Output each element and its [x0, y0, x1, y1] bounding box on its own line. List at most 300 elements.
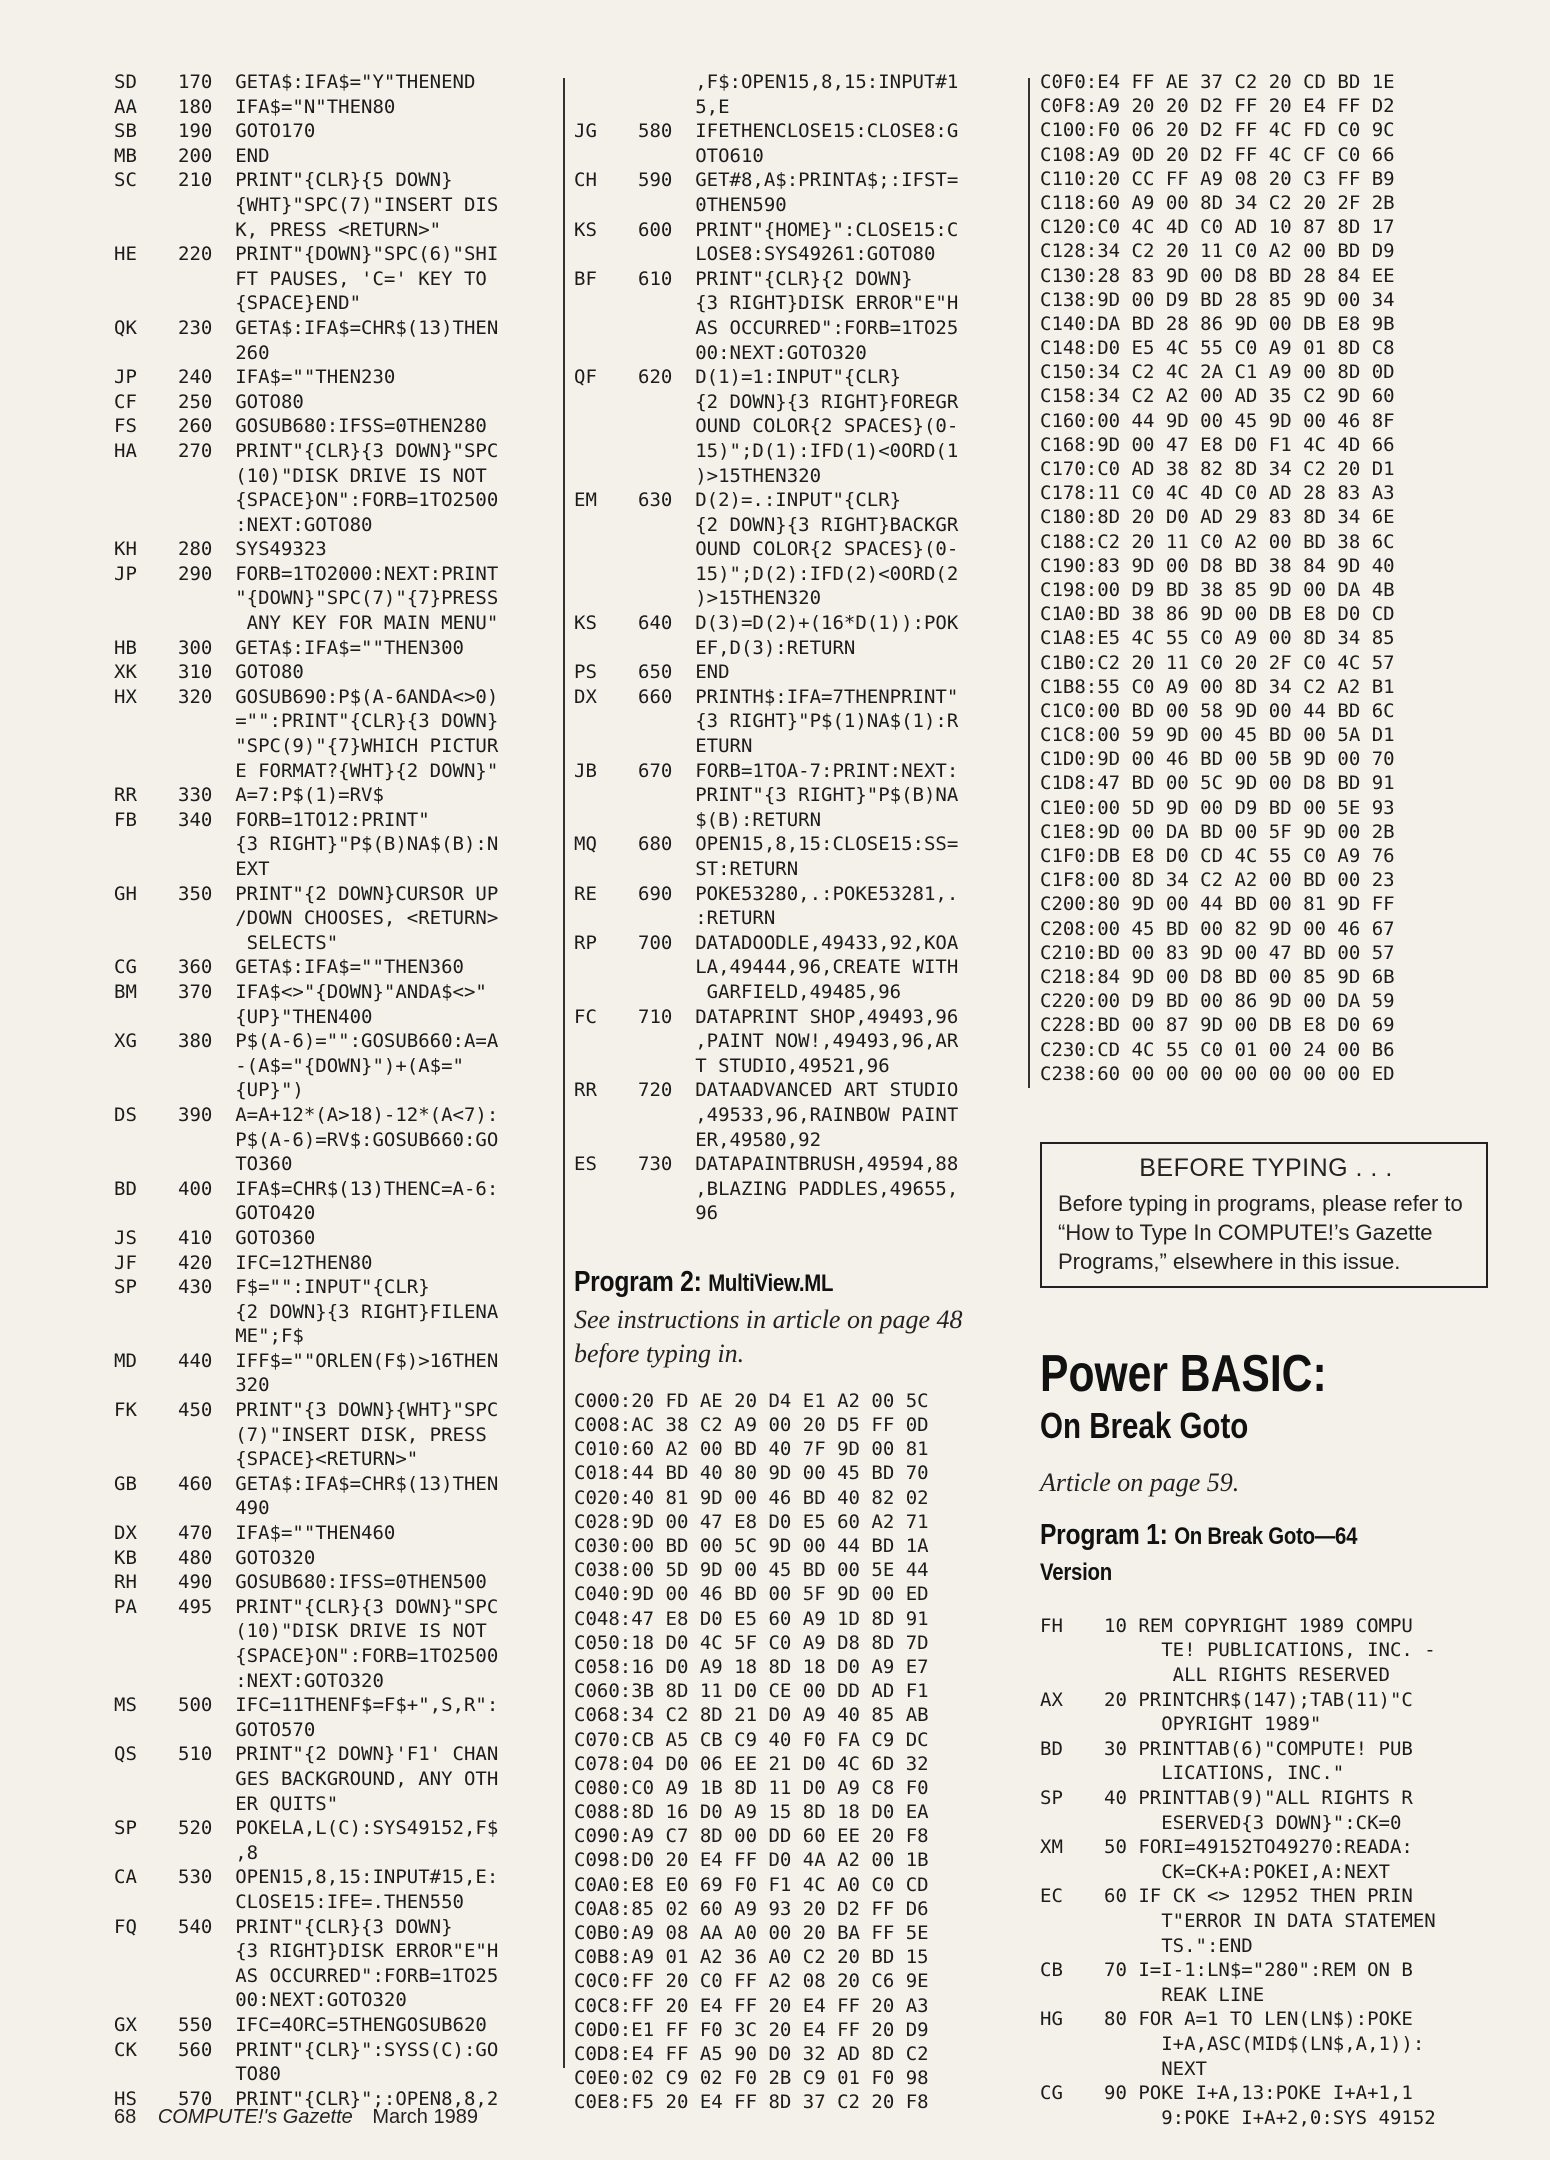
page-number: 68 — [114, 2106, 137, 2128]
code-line — [574, 882, 1014, 907]
code-text: 630 D(2)=.:INPUT"{CLR} — [638, 489, 902, 512]
code-text: {UP}"THEN400 — [178, 1005, 373, 1028]
code-line — [114, 193, 554, 218]
code-line — [1040, 1614, 1480, 1639]
code-text: {2 DOWN}{3 RIGHT}FOREGR — [638, 390, 959, 413]
code-text: E FORMAT?{WHT}{2 DOWN}" — [178, 759, 499, 782]
code-line — [574, 832, 1014, 857]
checksum-code: SP — [114, 1817, 137, 1840]
checksum-code — [114, 1644, 178, 1669]
code-line — [574, 980, 1014, 1005]
ml-row: C0F8:A9 20 20 D2 FF 20 E4 FF D2 — [1040, 95, 1395, 118]
code-text: (10)"DISK DRIVE IS NOT — [178, 464, 487, 487]
code-line — [114, 1349, 554, 1374]
code-line — [574, 709, 1014, 734]
checksum-code: XG — [114, 1030, 137, 1053]
ml-row: C190:83 9D 00 D8 BD 38 84 9D 40 — [1040, 554, 1395, 577]
checksum-code — [574, 636, 638, 661]
checksum-code — [574, 537, 638, 562]
code-line — [1040, 1811, 1480, 1836]
checksum-code — [114, 857, 178, 882]
checksum-code — [1040, 2106, 1104, 2131]
ml-row: C120:C0 4C 4D C0 AD 10 87 8D 17 — [1040, 216, 1395, 239]
code-text: 320 GOSUB690:P$(A-6ANDA<>0) — [178, 685, 499, 708]
ml-row: C090:A9 C7 8D 00 DD 60 EE 20 F8 — [574, 1825, 929, 1848]
ml-row: C048:47 E8 D0 E5 60 A9 1D 8D 91 — [574, 1607, 929, 1630]
checksum-code — [1040, 1983, 1104, 2008]
ml-row: C220:00 D9 BD 00 86 9D 00 DA 59 — [1040, 990, 1395, 1013]
code-text: I+A,ASC(MID$(LN$,A,1)): — [1104, 2032, 1425, 2055]
code-text: 490 GOSUB680:IFSS=0THEN500 — [178, 1571, 487, 1594]
checksum-code: JP — [114, 562, 137, 585]
checksum-code — [574, 95, 638, 120]
checksum-code: CA — [114, 1866, 137, 1889]
code-line — [114, 783, 554, 808]
code-line — [114, 1324, 554, 1349]
code-text: 430 F$="":INPUT"{CLR} — [178, 1276, 430, 1299]
code-text: ,F$:OPEN15,8,15:INPUT#1 — [638, 71, 959, 93]
ml-row: C0D8:E4 FF A5 90 D0 32 AD 8D C2 — [574, 2042, 929, 2065]
checksum-code: KH — [114, 538, 137, 561]
code-line — [1040, 2032, 1480, 2057]
ml-row: C018:44 BD 40 80 9D 00 45 BD 70 — [574, 1462, 929, 1485]
code-line — [1040, 1712, 1480, 1737]
checksum-code: DS — [114, 1103, 137, 1126]
checksum-code — [114, 1201, 178, 1226]
box-heading: BEFORE TYPING . . . — [1139, 1153, 1393, 1182]
checksum-code: RR — [114, 784, 137, 807]
code-text: 650 END — [638, 661, 730, 684]
checksum-code — [114, 1152, 178, 1177]
checksum-code — [114, 1841, 178, 1866]
code-text: 600 PRINT"{HOME}":CLOSE15:C — [638, 218, 959, 241]
code-text: GOTO420 — [178, 1202, 316, 1225]
code-line — [574, 906, 1014, 931]
code-text: 410 GOTO360 — [178, 1226, 316, 1249]
ml-row: C1B8:55 C0 A9 00 8D 34 C2 A2 B1 — [1040, 675, 1395, 698]
code-text: 90 POKE I+A,13:POKE I+A+1,1 — [1104, 2082, 1413, 2105]
code-line — [114, 144, 554, 169]
checksum-code — [114, 1373, 178, 1398]
code-line — [114, 1447, 554, 1472]
page-footer — [114, 2106, 478, 2129]
checksum-code: DX — [114, 1522, 137, 1545]
code-text: 720 DATAADVANCED ART STUDIO — [638, 1079, 959, 1102]
code-line — [574, 267, 1014, 292]
checksum-code: HA — [114, 439, 137, 462]
code-line — [114, 931, 554, 956]
code-line — [574, 95, 1014, 120]
checksum-code: JF — [114, 1251, 137, 1274]
code-text: 290 FORB=1TO2000:NEXT:PRINT — [178, 562, 499, 585]
code-text: OPYRIGHT 1989" — [1104, 1713, 1322, 1736]
code-text: 730 DATAPAINTBRUSH,49594,88 — [638, 1153, 959, 1176]
code-text: {SPACE}ON":FORB=1TO2500 — [178, 489, 499, 512]
checksum-code — [574, 291, 638, 316]
checksum-code — [574, 980, 638, 1005]
code-line — [114, 1669, 554, 1694]
checksum-code: EC — [1040, 1885, 1063, 1908]
checksum-code — [574, 242, 638, 267]
code-line — [114, 267, 554, 292]
checksum-code — [114, 1890, 178, 1915]
code-line — [574, 1128, 1014, 1153]
code-line — [114, 1201, 554, 1226]
checksum-code — [574, 70, 638, 95]
ml-row: C070:CB A5 CB C9 40 F0 FA C9 DC — [574, 1728, 929, 1751]
code-line — [1040, 1835, 1480, 1860]
code-text: ER,49580,92 — [638, 1128, 822, 1151]
code-line — [1040, 1737, 1480, 1762]
checksum-code: FH — [1040, 1614, 1063, 1637]
checksum-code — [1040, 1860, 1104, 1885]
code-line — [574, 1152, 1014, 1177]
ml-row: C040:9D 00 46 BD 00 5F 9D 00 ED — [574, 1583, 929, 1606]
code-text: K, PRESS <RETURN>" — [178, 218, 442, 241]
code-line — [574, 365, 1014, 390]
ml-row: C138:9D 00 D9 BD 28 85 9D 00 34 — [1040, 288, 1395, 311]
code-line — [114, 832, 554, 857]
checksum-code: PA — [114, 1595, 137, 1618]
ml-row: C130:28 83 9D 00 D8 BD 28 84 EE — [1040, 264, 1395, 287]
checksum-code — [114, 1300, 178, 1325]
checksum-code — [114, 513, 178, 538]
code-text: {3 RIGHT}DISK ERROR"E"H — [178, 1940, 499, 1963]
ml-row: C1A8:E5 4C 55 C0 A9 00 8D 34 85 — [1040, 627, 1395, 650]
code-line — [114, 709, 554, 734]
code-text: 00:NEXT:GOTO320 — [638, 341, 867, 364]
checksum-code — [114, 291, 178, 316]
code-line — [574, 414, 1014, 439]
code-line — [574, 242, 1014, 267]
code-text: 660 PRINTH$:IFA=7THENPRINT" — [638, 685, 959, 708]
checksum-code — [574, 513, 638, 538]
code-line — [574, 734, 1014, 759]
code-line — [574, 144, 1014, 169]
code-text: {3 RIGHT}"P$(B)NA$(B):N — [178, 833, 499, 856]
ml-row: C0D0:E1 FF F0 3C 20 E4 FF 20 D9 — [574, 2018, 929, 2041]
ml-row: C158:34 C2 A2 00 AD 35 C2 9D 60 — [1040, 385, 1395, 408]
code-text: 540 PRINT"{CLR}{3 DOWN} — [178, 1915, 453, 1938]
code-text: 15)";D(2):IFD(2)<0ORD(2 — [638, 562, 959, 585]
code-line — [574, 341, 1014, 366]
code-text: ETURN — [638, 735, 753, 758]
code-line — [574, 193, 1014, 218]
code-line — [574, 218, 1014, 243]
code-text: 0THEN590 — [638, 193, 787, 216]
ml-row: C0C0:FF 20 C0 FF A2 08 20 C6 9E — [574, 1970, 929, 1993]
checksum-code — [114, 2062, 178, 2087]
code-text: 590 GET#8,A$:PRINTA$;:IFST= — [638, 169, 959, 192]
basic-listing-continued — [574, 70, 1014, 1226]
checksum-code: SB — [114, 120, 137, 143]
code-text: 190 GOTO170 — [178, 120, 316, 143]
box-text: Before typing in programs, please refer to “How to Type In COMPUTE!’s Gazette Programs,” elsewhere in this issue. — [1058, 1190, 1463, 1274]
checksum-code: HE — [114, 243, 137, 266]
checksum-code: MQ — [574, 833, 597, 856]
code-line — [114, 1103, 554, 1128]
code-text: 400 IFA$=CHR$(13)THENC=A-6: — [178, 1177, 499, 1200]
code-text: 640 D(3)=D(2)+(16*D(1)):POK — [638, 612, 959, 635]
code-line — [1040, 1638, 1480, 1663]
code-text: 510 PRINT"{2 DOWN}'F1' CHAN — [178, 1743, 499, 1766]
code-text: /DOWN CHOOSES, <RETURN> — [178, 907, 499, 930]
checksum-code: SD — [114, 71, 137, 93]
code-line — [114, 1988, 554, 2013]
ml-row: C050:18 D0 4C 5F C0 A9 D8 8D 7D — [574, 1631, 929, 1654]
checksum-code: SP — [114, 1276, 137, 1299]
code-text: ALL RIGHTS RESERVED — [1104, 1664, 1390, 1687]
code-text: ,PAINT NOW!,49493,96,AR — [638, 1030, 959, 1053]
code-text: (10)"DISK DRIVE IS NOT — [178, 1620, 487, 1643]
ml-row: C078:04 D0 06 EE 21 D0 4C 6D 32 — [574, 1752, 929, 1775]
code-line — [114, 1742, 554, 1767]
code-line — [574, 636, 1014, 661]
code-text: TO360 — [178, 1153, 293, 1176]
code-text: FT PAUSES, 'C=' KEY TO — [178, 267, 487, 290]
code-line — [114, 1177, 554, 1202]
code-line — [114, 513, 554, 538]
code-text: 495 PRINT"{CLR}{3 DOWN}"SPC — [178, 1595, 499, 1618]
code-line — [114, 857, 554, 882]
checksum-code — [1040, 1712, 1104, 1737]
ml-row: C000:20 FD AE 20 D4 E1 A2 00 5C — [574, 1389, 929, 1412]
code-line — [114, 414, 554, 439]
checksum-code: HX — [114, 685, 137, 708]
code-line — [114, 537, 554, 562]
code-text: OUND COLOR{2 SPACES}(0- — [638, 538, 959, 561]
code-text: 420 IFC=12THEN80 — [178, 1251, 373, 1274]
code-line — [574, 955, 1014, 980]
code-text: SELECTS" — [178, 931, 339, 954]
code-line — [114, 242, 554, 267]
code-line — [114, 1570, 554, 1595]
code-line — [1040, 1958, 1480, 1983]
code-line — [574, 513, 1014, 538]
code-line — [114, 1275, 554, 1300]
code-line — [574, 808, 1014, 833]
column-rule-left — [563, 78, 565, 2068]
code-line — [114, 2013, 554, 2038]
checksum-code — [114, 709, 178, 734]
ml-row: C230:CD 4C 55 C0 01 00 24 00 B6 — [1040, 1038, 1395, 1061]
code-line — [114, 759, 554, 784]
ml-row: C1B0:C2 20 11 C0 20 2F C0 4C 57 — [1040, 651, 1395, 674]
code-line — [114, 1718, 554, 1743]
checksum-code: JG — [574, 120, 597, 143]
ml-row: C0C8:FF 20 E4 FF 20 E4 FF 20 A3 — [574, 1994, 929, 2017]
code-text: 350 PRINT"{2 DOWN}CURSOR UP — [178, 882, 499, 905]
checksum-code: FQ — [114, 1915, 137, 1938]
code-text: CLOSE15:IFE=.THEN550 — [178, 1890, 464, 1913]
code-text: AS OCCURRED":FORB=1TO25 — [178, 1964, 499, 1987]
checksum-code: SC — [114, 169, 137, 192]
checksum-code — [114, 193, 178, 218]
code-line — [114, 1300, 554, 1325]
code-text: 200 END — [178, 144, 270, 167]
checksum-code: RR — [574, 1079, 597, 1102]
checksum-code — [574, 1054, 638, 1079]
code-text: 300 GETA$:IFA$=""THEN300 — [178, 636, 464, 659]
code-line — [114, 291, 554, 316]
checksum-code — [574, 906, 638, 931]
listing-column-1 — [114, 70, 554, 2111]
code-line — [114, 734, 554, 759]
code-text: 96 — [638, 1202, 719, 1225]
code-text: 220 PRINT"{DOWN}"SPC(6)"SHI — [178, 243, 499, 266]
checksum-code — [114, 1964, 178, 1989]
code-text: -(A$="{DOWN}")+(A$=" — [178, 1054, 464, 1077]
code-text: {3 RIGHT}DISK ERROR"E"H — [638, 292, 959, 315]
code-text: "{DOWN}"SPC(7)"{7}PRESS — [178, 587, 499, 610]
code-line — [114, 119, 554, 144]
code-line — [114, 390, 554, 415]
ml-row: C180:8D 20 D0 AD 29 83 8D 34 6E — [1040, 506, 1395, 529]
code-line — [114, 1005, 554, 1030]
checksum-code: PS — [574, 661, 597, 684]
checksum-code — [114, 1423, 178, 1448]
code-line — [114, 1865, 554, 1890]
code-text: P$(A-6)=RV$:GOSUB660:GO — [178, 1128, 499, 1151]
code-line — [114, 636, 554, 661]
code-line — [114, 611, 554, 636]
ml-row: C188:C2 20 11 C0 A2 00 BD 38 6C — [1040, 530, 1395, 553]
code-text: 50 FORI=49152TO49270:READA: — [1104, 1836, 1413, 1859]
code-text: NEXT — [1104, 2057, 1207, 2080]
code-line — [114, 341, 554, 366]
ml-row: C168:9D 00 47 E8 D0 F1 4C 4D 66 — [1040, 433, 1395, 456]
code-line — [114, 685, 554, 710]
code-line — [114, 1398, 554, 1423]
code-text: 360 GETA$:IFA$=""THEN360 — [178, 956, 464, 979]
ml-row: C1E0:00 5D 9D 00 D9 BD 00 5E 93 — [1040, 796, 1395, 819]
code-text: 260 GOSUB680:IFSS=0THEN280 — [178, 415, 487, 438]
checksum-code: JB — [574, 759, 597, 782]
checksum-code — [114, 759, 178, 784]
code-text: 60 IF CK <> 12952 THEN PRIN — [1104, 1885, 1413, 1908]
checksum-code — [574, 1177, 638, 1202]
checksum-code: CG — [1040, 2082, 1063, 2105]
ml-row: C128:34 C2 20 11 C0 A2 00 BD D9 — [1040, 240, 1395, 263]
code-line — [114, 1767, 554, 1792]
code-line — [574, 783, 1014, 808]
code-text: 330 A=7:P$(1)=RV$ — [178, 784, 384, 807]
code-text: 470 IFA$=""THEN460 — [178, 1522, 396, 1545]
code-text: {SPACE}<RETURN>" — [178, 1448, 419, 1471]
code-line — [114, 365, 554, 390]
checksum-code — [574, 1128, 638, 1153]
ml-row: C080:C0 A9 1B 8D 11 D0 A9 C8 F0 — [574, 1776, 929, 1799]
code-text: GARFIELD,49485,96 — [638, 980, 902, 1003]
checksum-code: AX — [1040, 1688, 1063, 1711]
ml-row: C0B0:A9 08 AA A0 00 20 BA FF 5E — [574, 1922, 929, 1945]
code-text: 9:POKE I+A+2,0:SYS 49152 — [1104, 2106, 1436, 2129]
code-line — [114, 1251, 554, 1276]
ml-row: C1D0:9D 00 46 BD 00 5B 9D 00 70 — [1040, 748, 1395, 771]
checksum-code — [114, 1324, 178, 1349]
code-line — [114, 882, 554, 907]
code-text: 440 IFF$=""ORLEN(F$)>16THEN — [178, 1349, 499, 1372]
checksum-code — [1040, 1663, 1104, 1688]
ml-row: C200:80 9D 00 44 BD 00 81 9D FF — [1040, 893, 1395, 916]
code-line — [574, 316, 1014, 341]
code-text: 180 IFA$="N"THEN80 — [178, 95, 396, 118]
code-text: 610 PRINT"{CLR}{2 DOWN} — [638, 267, 913, 290]
code-text: GOTO570 — [178, 1718, 316, 1741]
checksum-code: MS — [114, 1694, 137, 1717]
checksum-code — [114, 218, 178, 243]
checksum-code — [114, 1988, 178, 2013]
code-line — [114, 70, 554, 95]
code-text: {SPACE}ON":FORB=1TO2500 — [178, 1645, 499, 1667]
code-line — [574, 488, 1014, 513]
checksum-code — [574, 734, 638, 759]
code-text: 550 IFC=4ORC=5THENGOSUB620 — [178, 2013, 487, 2036]
code-line — [574, 1177, 1014, 1202]
checksum-code: XM — [1040, 1836, 1063, 1859]
code-line — [114, 1496, 554, 1521]
checksum-code — [574, 193, 638, 218]
code-line — [114, 1373, 554, 1398]
code-line — [114, 1841, 554, 1866]
ml-row: C058:16 D0 A9 18 8D 18 D0 A9 E7 — [574, 1655, 929, 1678]
checksum-code: RE — [574, 882, 597, 905]
code-line — [574, 390, 1014, 415]
ml-row: C108:A9 0D 20 D2 FF 4C CF C0 66 — [1040, 143, 1395, 166]
code-text: TO80 — [178, 2063, 281, 2086]
code-text: 250 GOTO80 — [178, 390, 304, 413]
code-text: 30 PRINTTAB(6)"COMPUTE! PUB — [1104, 1737, 1413, 1760]
checksum-code: QK — [114, 316, 137, 339]
ml-row: C150:34 C2 4C 2A C1 A9 00 8D 0D — [1040, 361, 1395, 384]
checksum-code: BM — [114, 980, 137, 1003]
ml-row: C210:BD 00 83 9D 00 47 BD 00 57 — [1040, 941, 1395, 964]
ml-row: C1F0:DB E8 D0 CD 4C 55 C0 A9 76 — [1040, 845, 1395, 867]
code-text: 240 IFA$=""THEN230 — [178, 366, 396, 389]
ml-row: C0F0:E4 FF AE 37 C2 20 CD BD 1E — [1040, 71, 1395, 93]
program-1-heading: Program 1: On Break Goto—64 Version — [1040, 1518, 1358, 1586]
ml-row: C1A0:BD 38 86 9D 00 DB E8 D0 CD — [1040, 603, 1395, 626]
checksum-code: FS — [114, 415, 137, 438]
code-line — [114, 586, 554, 611]
article-subtitle: On Break Goto — [1040, 1404, 1249, 1446]
code-text: 170 GETA$:IFA$="Y"THENEND — [178, 71, 476, 93]
checksum-code — [114, 464, 178, 489]
ml-row: C068:34 C2 8D 21 D0 A9 40 85 AB — [574, 1704, 929, 1727]
checksum-code — [574, 414, 638, 439]
code-line — [114, 562, 554, 587]
code-line — [114, 1792, 554, 1817]
code-line — [114, 488, 554, 513]
ml-row: C1D8:47 BD 00 5C 9D 00 D8 BD 91 — [1040, 772, 1395, 795]
ml-row: C0E0:02 C9 02 F0 2B C9 01 F0 98 — [574, 2067, 929, 2090]
code-text: {UP}") — [178, 1079, 304, 1102]
code-line — [114, 660, 554, 685]
code-line — [114, 1915, 554, 1940]
code-line — [1040, 1909, 1480, 1934]
ml-row: C1E8:9D 00 DA BD 00 5F 9D 00 2B — [1040, 820, 1395, 843]
checksum-code — [574, 439, 638, 464]
checksum-code — [574, 857, 638, 882]
code-text: 320 — [178, 1374, 270, 1397]
code-text: 340 FORB=1TO12:PRINT" — [178, 808, 430, 831]
code-line — [1040, 1884, 1480, 1909]
code-text: 40 PRINTTAB(9)"ALL RIGHTS R — [1104, 1787, 1413, 1810]
code-text: {SPACE}END" — [178, 292, 362, 315]
checksum-code — [574, 316, 638, 341]
ml-row: C098:D0 20 E4 FF D0 4A A2 00 1B — [574, 1849, 929, 1872]
checksum-code — [1040, 2057, 1104, 2082]
